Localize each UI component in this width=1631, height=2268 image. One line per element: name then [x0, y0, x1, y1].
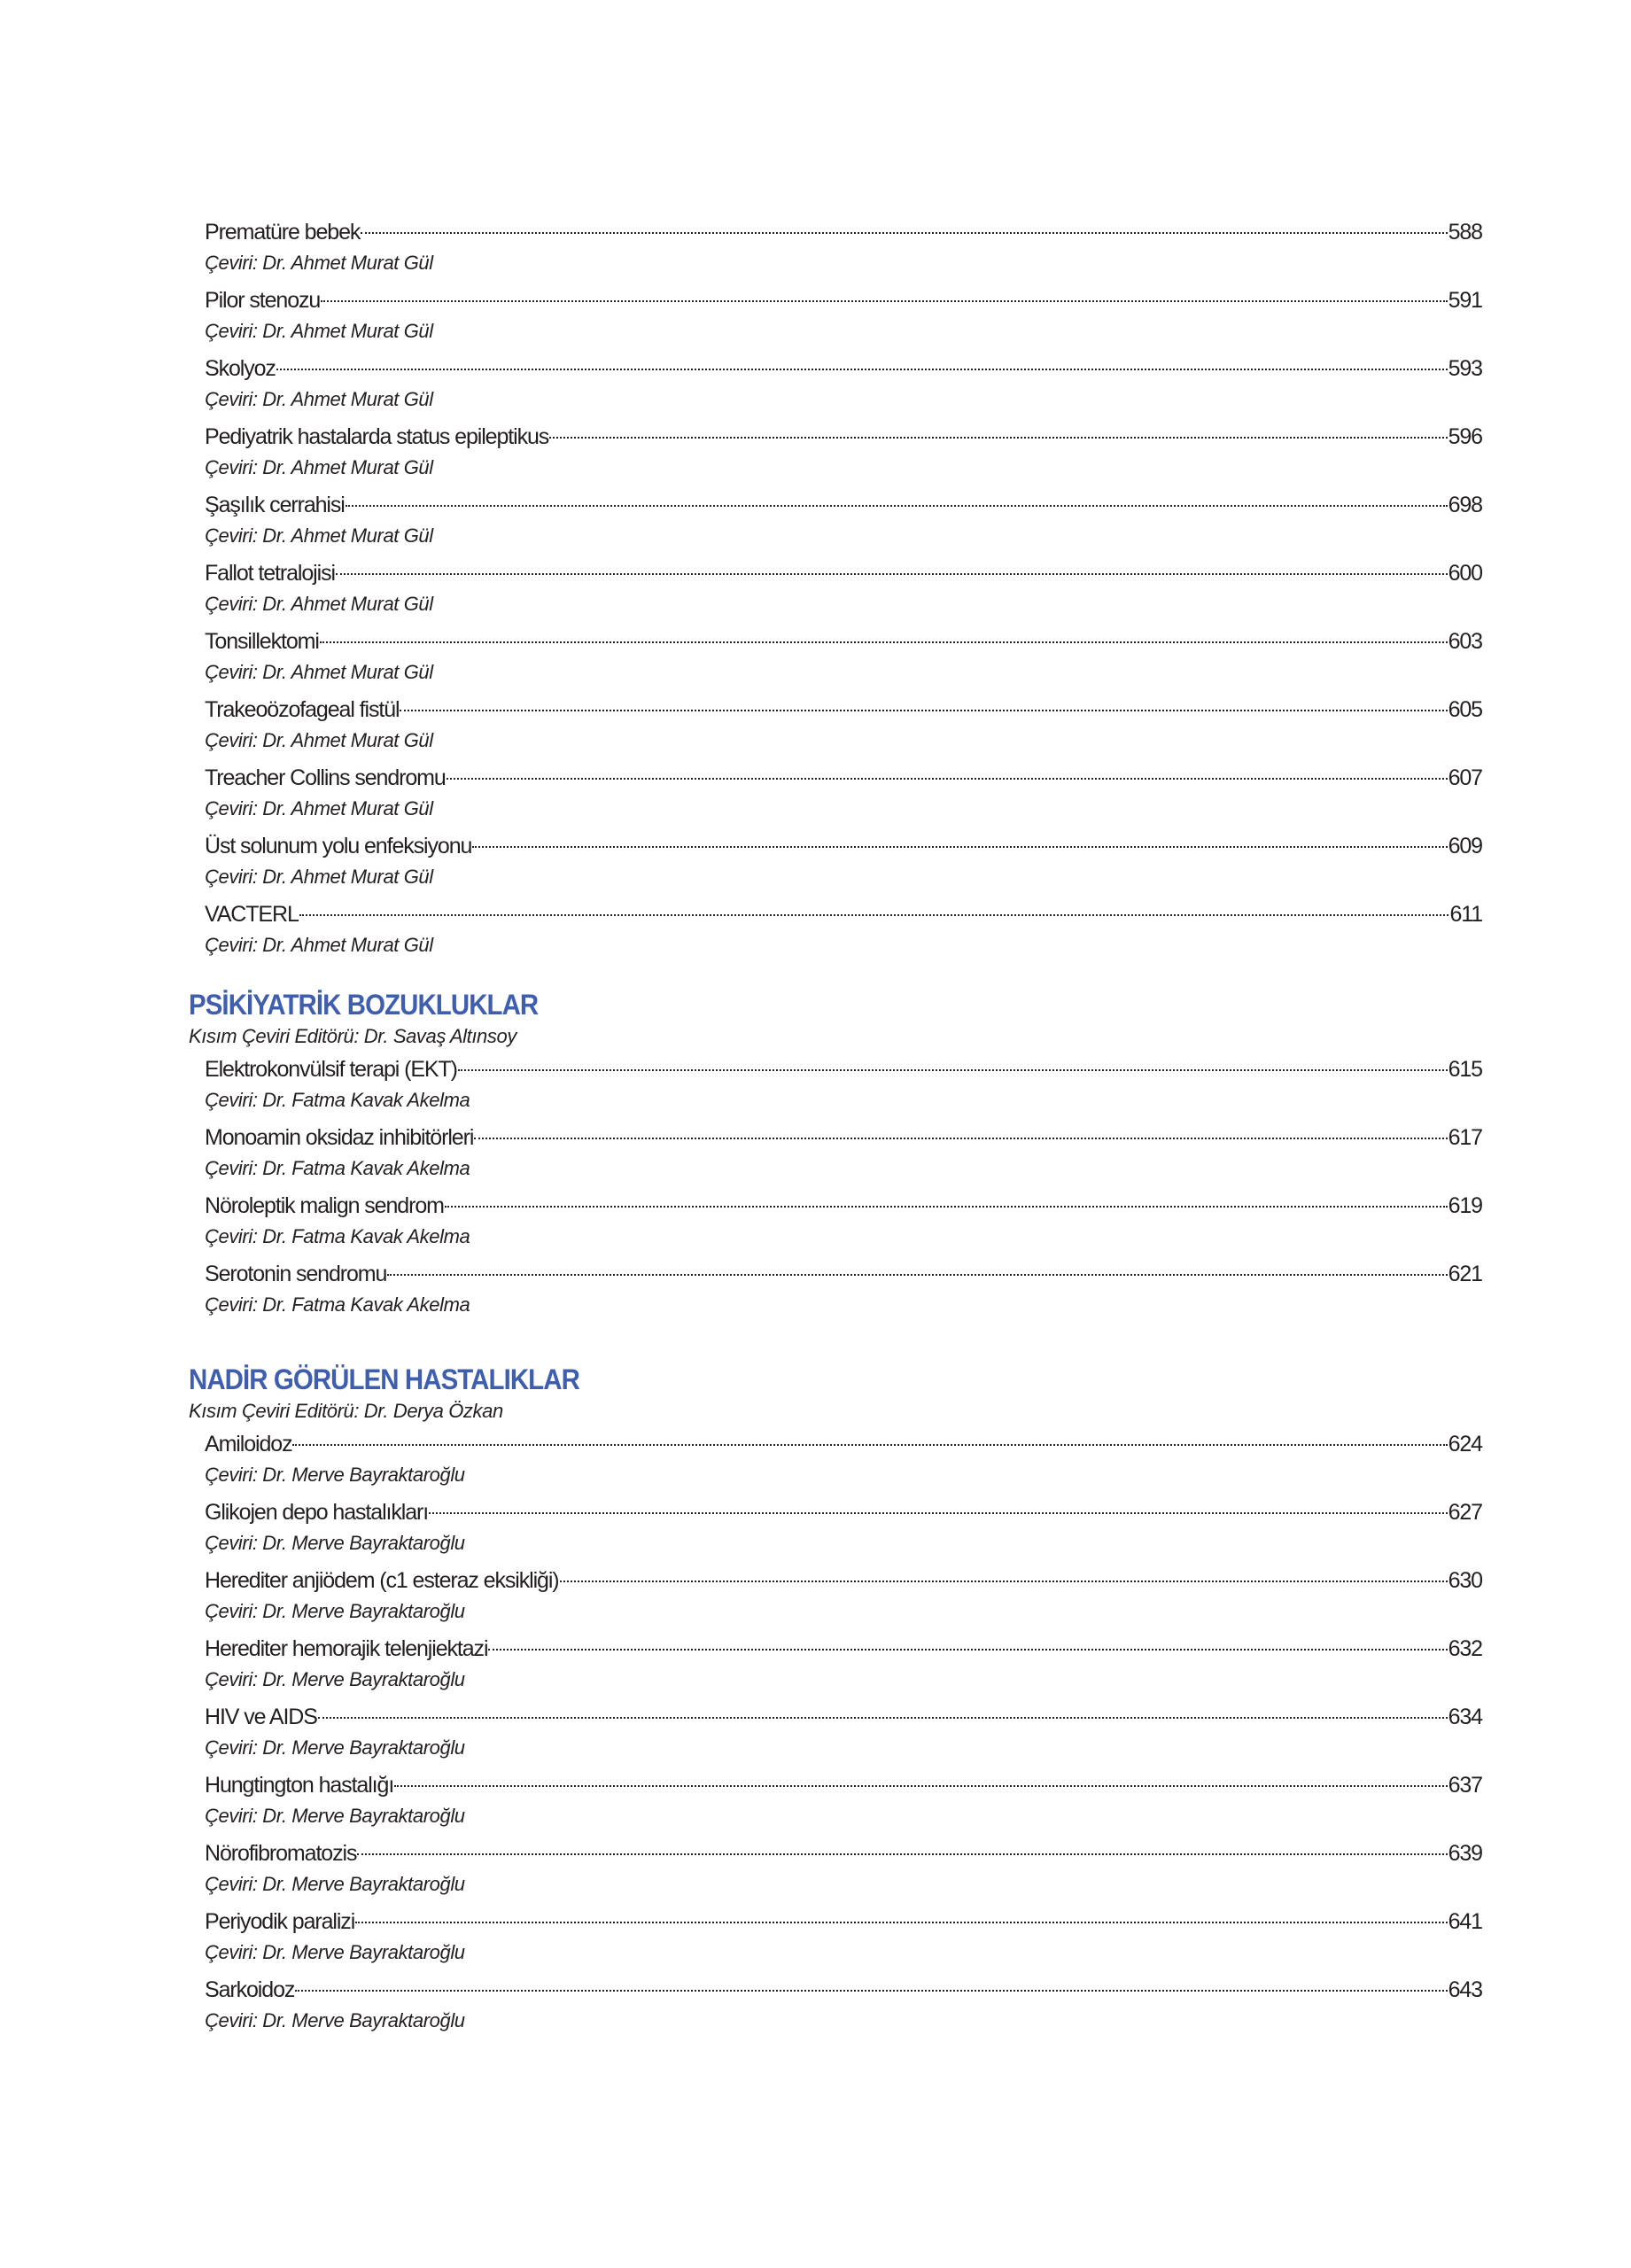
toc-entry-translator: Çeviri: Dr. Merve Bayraktaroğlu — [205, 1873, 465, 1895]
toc-entry[interactable] — [205, 760, 1482, 828]
toc-entry-translator: Çeviri: Dr. Ahmet Murat Gül — [205, 797, 433, 819]
toc-entry-page-number[interactable]: 609 — [1448, 834, 1482, 858]
dot-leader — [560, 1581, 1448, 1582]
dot-leader — [387, 1274, 1447, 1276]
toc-entry[interactable] — [205, 1972, 1482, 2040]
toc-entry-translator: Çeviri: Dr. Ahmet Murat Gül — [205, 252, 433, 274]
toc-entry[interactable] — [205, 1426, 1482, 1495]
toc-entry-list — [189, 214, 1482, 965]
toc-entry-title[interactable]: Prematüre bebek — [205, 220, 361, 245]
dot-leader — [355, 1922, 1447, 1923]
dot-leader — [276, 369, 1448, 370]
dot-leader — [394, 1785, 1447, 1787]
dot-leader — [320, 641, 1448, 643]
toc-entry[interactable] — [205, 214, 1482, 283]
toc-entry-title[interactable]: Amiloidoz — [205, 1432, 292, 1456]
toc-entry-page-number[interactable]: 637 — [1448, 1773, 1482, 1798]
toc-entry-line — [205, 1972, 1482, 2008]
toc-entry[interactable] — [205, 1052, 1482, 1120]
toc-entry[interactable] — [205, 1904, 1482, 1972]
dot-leader — [549, 437, 1447, 439]
toc-entry-translator: Çeviri: Dr. Ahmet Murat Gül — [205, 388, 433, 410]
toc-entry[interactable] — [205, 897, 1482, 965]
toc-entry-page-number[interactable]: 621 — [1448, 1262, 1482, 1286]
toc-entry-title[interactable]: Treacher Collins sendromu — [205, 765, 446, 790]
toc-entry-title[interactable]: Glikojen depo hastalıkları — [205, 1500, 429, 1525]
toc-entry-translator: Çeviri: Dr. Ahmet Murat Gül — [205, 729, 433, 751]
toc-entry-title[interactable]: Skolyoz — [205, 356, 276, 381]
toc-entry-translator: Çeviri: Dr. Ahmet Murat Gül — [205, 661, 433, 683]
toc-entry[interactable] — [205, 1495, 1482, 1563]
toc-entry-page-number[interactable]: 643 — [1448, 1977, 1482, 2002]
toc-entry-translator: Çeviri: Dr. Fatma Kavak Akelma — [205, 1225, 470, 1247]
toc-entry-line — [205, 1699, 1482, 1735]
dot-leader — [321, 300, 1447, 302]
section-editor: Kısım Çeviri Editörü: Dr. Derya Özkan — [189, 1400, 503, 1422]
toc-entry-line — [205, 351, 1482, 386]
toc-entry-list — [189, 1426, 1482, 2040]
toc-entry[interactable] — [205, 1631, 1482, 1699]
toc-entry-translator: Çeviri: Dr. Merve Bayraktaroğlu — [205, 1532, 465, 1554]
toc-entry-page-number[interactable]: 603 — [1448, 629, 1482, 654]
toc-entry-page-number[interactable]: 639 — [1448, 1841, 1482, 1866]
toc-entry[interactable] — [205, 624, 1482, 692]
toc-entry[interactable] — [205, 1836, 1482, 1904]
toc-entry[interactable] — [205, 692, 1482, 760]
toc-entry-line — [205, 624, 1482, 659]
toc-entry-translator: Çeviri: Dr. Fatma Kavak Akelma — [205, 1089, 470, 1111]
toc-entry-title[interactable]: Nörofibromatozis — [205, 1841, 357, 1866]
dot-leader — [357, 1853, 1447, 1855]
toc-entry-translator: Çeviri: Dr. Merve Bayraktaroğlu — [205, 2009, 465, 2031]
toc-entry-title[interactable]: Trakeoözofageal fistül — [205, 697, 400, 722]
toc-entry-title[interactable]: Serotonin sendromu — [205, 1262, 387, 1286]
toc-entry-page-number[interactable]: 600 — [1448, 561, 1482, 586]
toc-entry-translator: Çeviri: Dr. Merve Bayraktaroğlu — [205, 1464, 465, 1486]
toc-entry-page-number[interactable]: 641 — [1448, 1909, 1482, 1934]
toc-entry[interactable] — [205, 283, 1482, 351]
dot-leader — [472, 846, 1447, 848]
dot-leader — [447, 778, 1448, 780]
toc-entry-title[interactable]: Herediter anjiödem (c1 esteraz eksikliği) — [205, 1568, 559, 1593]
toc-entry-page-number[interactable]: 605 — [1448, 697, 1482, 722]
toc-entry-translator: Çeviri: Dr. Fatma Kavak Akelma — [205, 1293, 470, 1316]
toc-entry-list — [189, 1052, 1482, 1324]
toc-section-nadir — [189, 1361, 1482, 2040]
dot-leader — [346, 505, 1448, 507]
toc-entry-line — [205, 1631, 1482, 1666]
toc-entry[interactable] — [205, 351, 1482, 419]
toc-entry-page-number[interactable]: 617 — [1448, 1125, 1482, 1150]
toc-entry-line — [205, 214, 1482, 250]
toc-entry-line — [205, 1120, 1482, 1155]
toc-entry[interactable] — [205, 828, 1482, 897]
toc-entry-page-number[interactable]: 593 — [1448, 356, 1482, 381]
toc-entry-title[interactable]: Sarkoidoz — [205, 1977, 295, 2002]
dot-leader — [400, 710, 1447, 711]
toc-entry-title[interactable]: VACTERL — [205, 902, 299, 927]
toc-entry[interactable] — [205, 1767, 1482, 1836]
toc-entry[interactable] — [205, 1699, 1482, 1767]
toc-entry-title[interactable]: HIV ve AIDS — [205, 1705, 317, 1729]
toc-entry-line — [205, 692, 1482, 727]
toc-entry-title[interactable]: Pediyatrik hastalarda status epileptikus — [205, 424, 549, 449]
section-editor: Kısım Çeviri Editörü: Dr. Savaş Altınsoy — [189, 1025, 516, 1047]
toc-entry-title[interactable]: Nöroleptik malign sendrom — [205, 1193, 444, 1218]
dot-leader — [336, 573, 1448, 575]
toc-entry[interactable] — [205, 419, 1482, 487]
toc-entry-page-number[interactable]: 615 — [1448, 1057, 1482, 1082]
toc-entry-translator: Çeviri: Dr. Merve Bayraktaroğlu — [205, 1736, 465, 1759]
toc-entry-title[interactable]: Pilor stenozu — [205, 288, 321, 313]
toc-entry[interactable] — [205, 1188, 1482, 1256]
toc-entry[interactable] — [205, 1563, 1482, 1631]
toc-section-continued — [189, 214, 1482, 965]
toc-section-psikiyatrik — [189, 986, 1482, 1324]
toc-entry-line — [205, 555, 1482, 591]
toc-entry-page-number[interactable]: 624 — [1448, 1432, 1482, 1456]
toc-entry-page-number[interactable]: 632 — [1448, 1636, 1482, 1661]
toc-entry-title[interactable]: Fallot tetralojisi — [205, 561, 335, 586]
toc-entry-translator: Çeviri: Dr. Merve Bayraktaroğlu — [205, 1941, 465, 1963]
toc-entry-page-number[interactable]: 634 — [1448, 1705, 1482, 1729]
toc-entry-line — [205, 828, 1482, 864]
toc-entry-title[interactable]: Hungtington hastalığı — [205, 1773, 394, 1798]
toc-entry-line — [205, 419, 1482, 454]
toc-entry-line — [205, 1256, 1482, 1292]
dot-leader — [299, 914, 1449, 916]
dot-leader — [292, 1444, 1447, 1446]
toc-entry-translator: Çeviri: Dr. Merve Bayraktaroğlu — [205, 1600, 465, 1622]
toc-entry-page-number[interactable]: 630 — [1448, 1568, 1482, 1593]
toc-entry-translator: Çeviri: Dr. Ahmet Murat Gül — [205, 456, 433, 478]
dot-leader — [445, 1206, 1448, 1208]
dot-leader — [458, 1069, 1448, 1071]
toc-entry-line — [205, 283, 1482, 318]
toc-entry-page-number[interactable]: 627 — [1448, 1500, 1482, 1525]
toc-entry-page-number[interactable]: 611 — [1449, 902, 1482, 927]
toc-entry-page-number[interactable]: 591 — [1448, 288, 1482, 313]
toc-entry-page-number[interactable]: 619 — [1448, 1193, 1482, 1218]
toc-entry-title[interactable]: Elektrokonvülsif terapi (EKT) — [205, 1057, 457, 1082]
toc-entry[interactable] — [205, 555, 1482, 624]
toc-entry-line — [205, 1767, 1482, 1803]
toc-entry-translator: Çeviri: Dr. Ahmet Murat Gül — [205, 524, 433, 547]
dot-leader — [361, 232, 1447, 234]
toc-entry-translator: Çeviri: Dr. Merve Bayraktaroğlu — [205, 1805, 465, 1827]
toc-entry-title[interactable]: Monoamin oksidaz inhibitörleri — [205, 1125, 474, 1150]
toc-entry[interactable] — [205, 1256, 1482, 1324]
dot-leader — [318, 1717, 1448, 1719]
dot-leader — [488, 1649, 1447, 1651]
dot-leader — [429, 1512, 1447, 1514]
toc-entry-page-number[interactable]: 698 — [1448, 493, 1482, 517]
toc-entry-translator: Çeviri: Dr. Fatma Kavak Akelma — [205, 1157, 470, 1179]
toc-entry-title[interactable]: Üst solunum yolu enfeksiyonu — [205, 834, 472, 858]
toc-entry-line — [205, 897, 1482, 932]
toc-entry-title[interactable]: Periyodik paralizi — [205, 1909, 355, 1934]
toc-entry-translator: Çeviri: Dr. Ahmet Murat Gül — [205, 866, 433, 888]
toc-entry-line — [205, 487, 1482, 523]
toc-entry-translator: Çeviri: Dr. Ahmet Murat Gül — [205, 593, 433, 615]
toc-entry[interactable] — [205, 1120, 1482, 1188]
toc-entry-line — [205, 1836, 1482, 1871]
section-title: PSİKİYATRİK BOZUKLUKLAR — [189, 989, 539, 1021]
section-title: NADİR GÖRÜLEN HASTALIKLAR — [189, 1363, 579, 1395]
toc-entry-line — [205, 760, 1482, 796]
toc-entry-translator: Çeviri: Dr. Ahmet Murat Gül — [205, 320, 433, 342]
toc-entry-translator: Çeviri: Dr. Merve Bayraktaroğlu — [205, 1668, 465, 1690]
toc-entry-page-number[interactable]: 588 — [1448, 220, 1482, 245]
toc-entry-line — [205, 1904, 1482, 1939]
toc-entry-title[interactable]: Tonsillektomi — [205, 629, 319, 654]
toc-entry-title[interactable]: Herediter hemorajik telenjiektazi — [205, 1636, 488, 1661]
toc-entry[interactable] — [205, 487, 1482, 555]
toc-entry-page-number[interactable]: 596 — [1448, 424, 1482, 449]
toc-entry-line — [205, 1426, 1482, 1462]
toc-entry-line — [205, 1188, 1482, 1223]
toc-entry-translator: Çeviri: Dr. Ahmet Murat Gül — [205, 934, 433, 956]
toc-entry-page-number[interactable]: 607 — [1448, 765, 1482, 790]
toc-entry-line — [205, 1495, 1482, 1530]
toc-entry-title[interactable]: Şaşılık cerrahisi — [205, 493, 345, 517]
dot-leader — [295, 1990, 1447, 1992]
dot-leader — [474, 1138, 1447, 1139]
toc-entry-line — [205, 1052, 1482, 1087]
toc-entry-line — [205, 1563, 1482, 1598]
